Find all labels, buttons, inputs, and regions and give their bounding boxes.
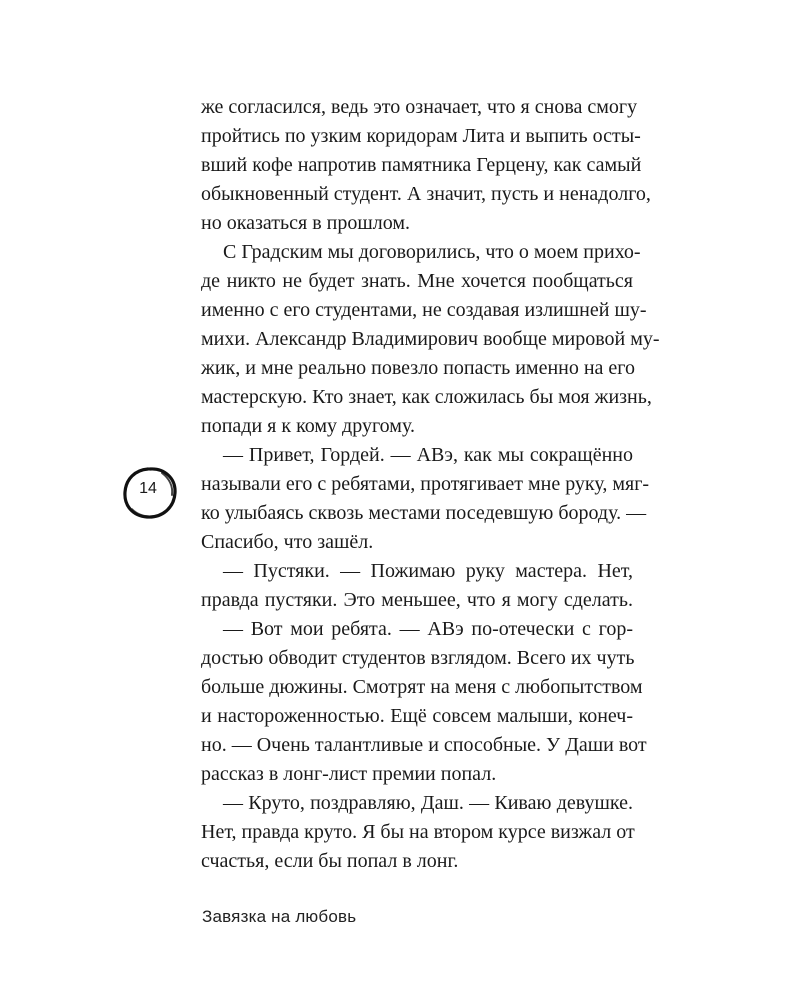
text-line: больше дюжины. Смотрят на меня с любопытством [201,676,643,698]
text-line: — Привет, Гордей. — АВэ, как мы сокращённо [223,444,633,466]
text-line: — Пустяки. — Пожимаю руку мастера. Нет, [223,560,633,582]
text-line: рассказ в лонг-лист премии попал. [201,763,497,785]
text-line: михи. Александр Владимирович вообще мировой му- [201,328,660,350]
page-number: 14 [139,480,157,497]
running-footer: Завязка на любовь [202,907,357,926]
page-number-badge [120,465,180,521]
text-line: же согласился, ведь это означает, что я снова смогу [201,96,638,118]
text-line: Нет, правда круто. Я бы на втором курсе визжал от [201,821,635,843]
text-line: счастья, если бы попал в лонг. [201,850,459,872]
text-line: и настороженностью. Ещё совсем малыши, конеч- [201,705,633,727]
text-line: обыкновенный студент. А значит, пусть и ненадолго, [201,183,651,205]
text-line: достью обводит студентов взглядом. Всего их чуть [201,647,635,669]
text-line: — Круто, поздравляю, Даш. — Киваю девушке. [223,792,633,814]
text-line: мастерскую. Кто знает, как сложилась бы моя жизнь, [201,386,652,408]
text-line: — Вот мои ребята. — АВэ по-отечески с гор- [223,618,633,640]
body-text [201,93,660,876]
text-line: попади я к кому другому. [201,415,415,437]
text-line: вший кофе напротив памятника Герцену, как самый [201,154,642,176]
text-line: именно с его студентами, не создавая излишней шу- [201,299,647,321]
text-line: де никто не будет знать. Мне хочется пообщаться [201,270,633,292]
text-line: жик, и мне реально повезло попасть именно на его [201,357,636,379]
text-line: пройтись по узким коридорам Лита и выпить осты- [201,125,641,147]
text-line: ко улыбаясь сквозь местами поседевшую бороду. — [201,502,647,524]
text-line: но. — Очень талантливые и способные. У Даши вот [201,734,647,756]
text-line: называли его с ребятами, протягивает мне руку, мяг- [201,473,650,495]
text-line: С Градским мы договорились, что о моем прихо- [223,241,641,263]
text-line: Спасибо, что зашёл. [201,531,374,553]
text-line: правда пустяки. Это меньшее, что я могу сделать. [201,589,633,611]
text-line: но оказаться в прошлом. [201,212,410,234]
